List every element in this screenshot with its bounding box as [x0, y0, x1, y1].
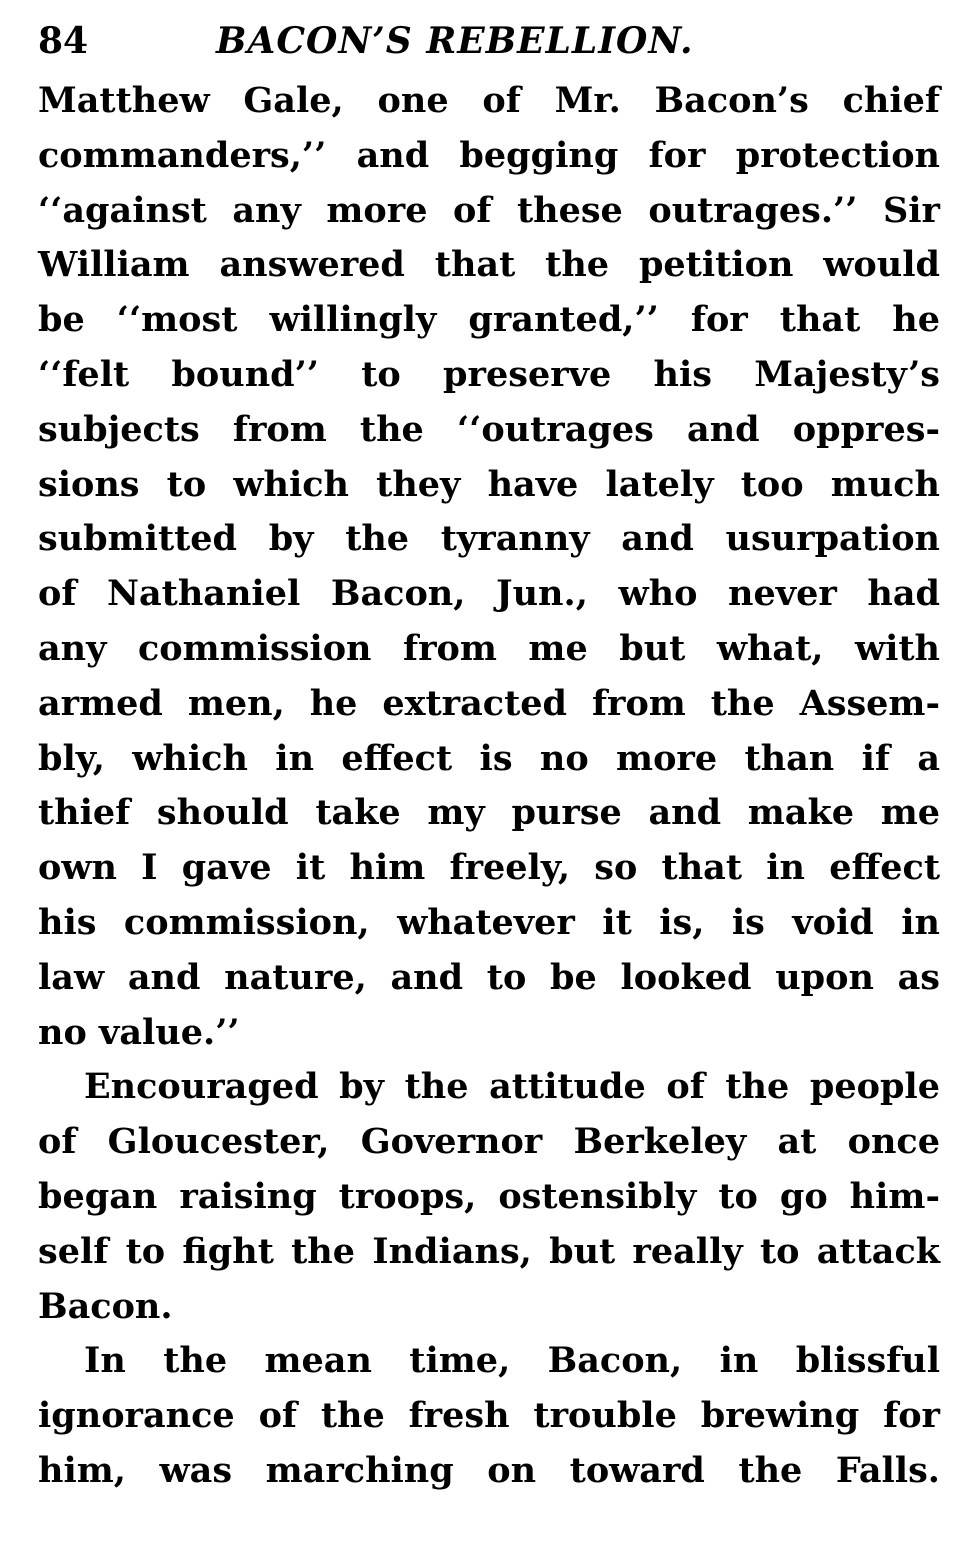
text-line: ignorance of the fresh trouble brewing for	[38, 1395, 940, 1437]
text-line: thief should take my purse and make me	[38, 792, 940, 834]
text-line: law and nature, and to be looked upon as	[38, 956, 940, 998]
text-line: In the mean time, Bacon, in blissful	[84, 1340, 940, 1382]
text-line: him, was marching on toward the Falls.	[38, 1449, 940, 1491]
text-line: own I gave it him freely, so that in effect	[38, 847, 940, 889]
paragraph-3	[38, 1334, 940, 1498]
text-line: bly, which in effect is no more than if a	[38, 737, 940, 779]
text-line: William answered that the petition would	[38, 244, 940, 286]
page-header	[38, 10, 940, 72]
text-line: sions to which they have lately too much	[38, 463, 940, 505]
text-line: Bacon.	[38, 1285, 173, 1327]
page-number: 84	[38, 20, 89, 62]
text-line: Matthew Gale, one of Mr. Bacon’s chief	[38, 80, 940, 121]
text-line: Encouraged by the attitude of the people	[84, 1066, 940, 1108]
text-line: began raising troops, ostensibly to go him-	[38, 1175, 940, 1217]
text-line: subjects from the ‘‘outrages and oppres-	[38, 408, 940, 450]
text-line: armed men, he extracted from the Assem-	[38, 682, 940, 724]
text-line: commanders,’’ and begging for protection	[38, 134, 940, 176]
text-line: no value.’’	[38, 1011, 240, 1053]
text-line: his commission, whatever it is, is void in	[38, 901, 940, 943]
text-line: ‘‘felt bound’’ to preserve his Majesty’s	[38, 353, 940, 395]
text-line: of Gloucester, Governor Berkeley at once	[38, 1121, 940, 1163]
running-title: BACON’S REBELLION.	[216, 20, 694, 62]
text-line: any commission from me but what, with	[38, 627, 940, 669]
text-line: ‘‘against any more of these outrages.’’ Sir	[38, 189, 940, 231]
text-line: self to fight the Indians, but really to attack	[38, 1230, 940, 1272]
text-line: of Nathaniel Bacon, Jun., who never had	[38, 573, 940, 615]
paragraph-2	[38, 1060, 940, 1334]
paragraph-1	[38, 74, 940, 1060]
text-line: submitted by the tyranny and usurpation	[38, 518, 940, 560]
book-page	[38, 10, 940, 1499]
text-line: be ‘‘most willingly granted,’’ for that he	[38, 299, 940, 341]
